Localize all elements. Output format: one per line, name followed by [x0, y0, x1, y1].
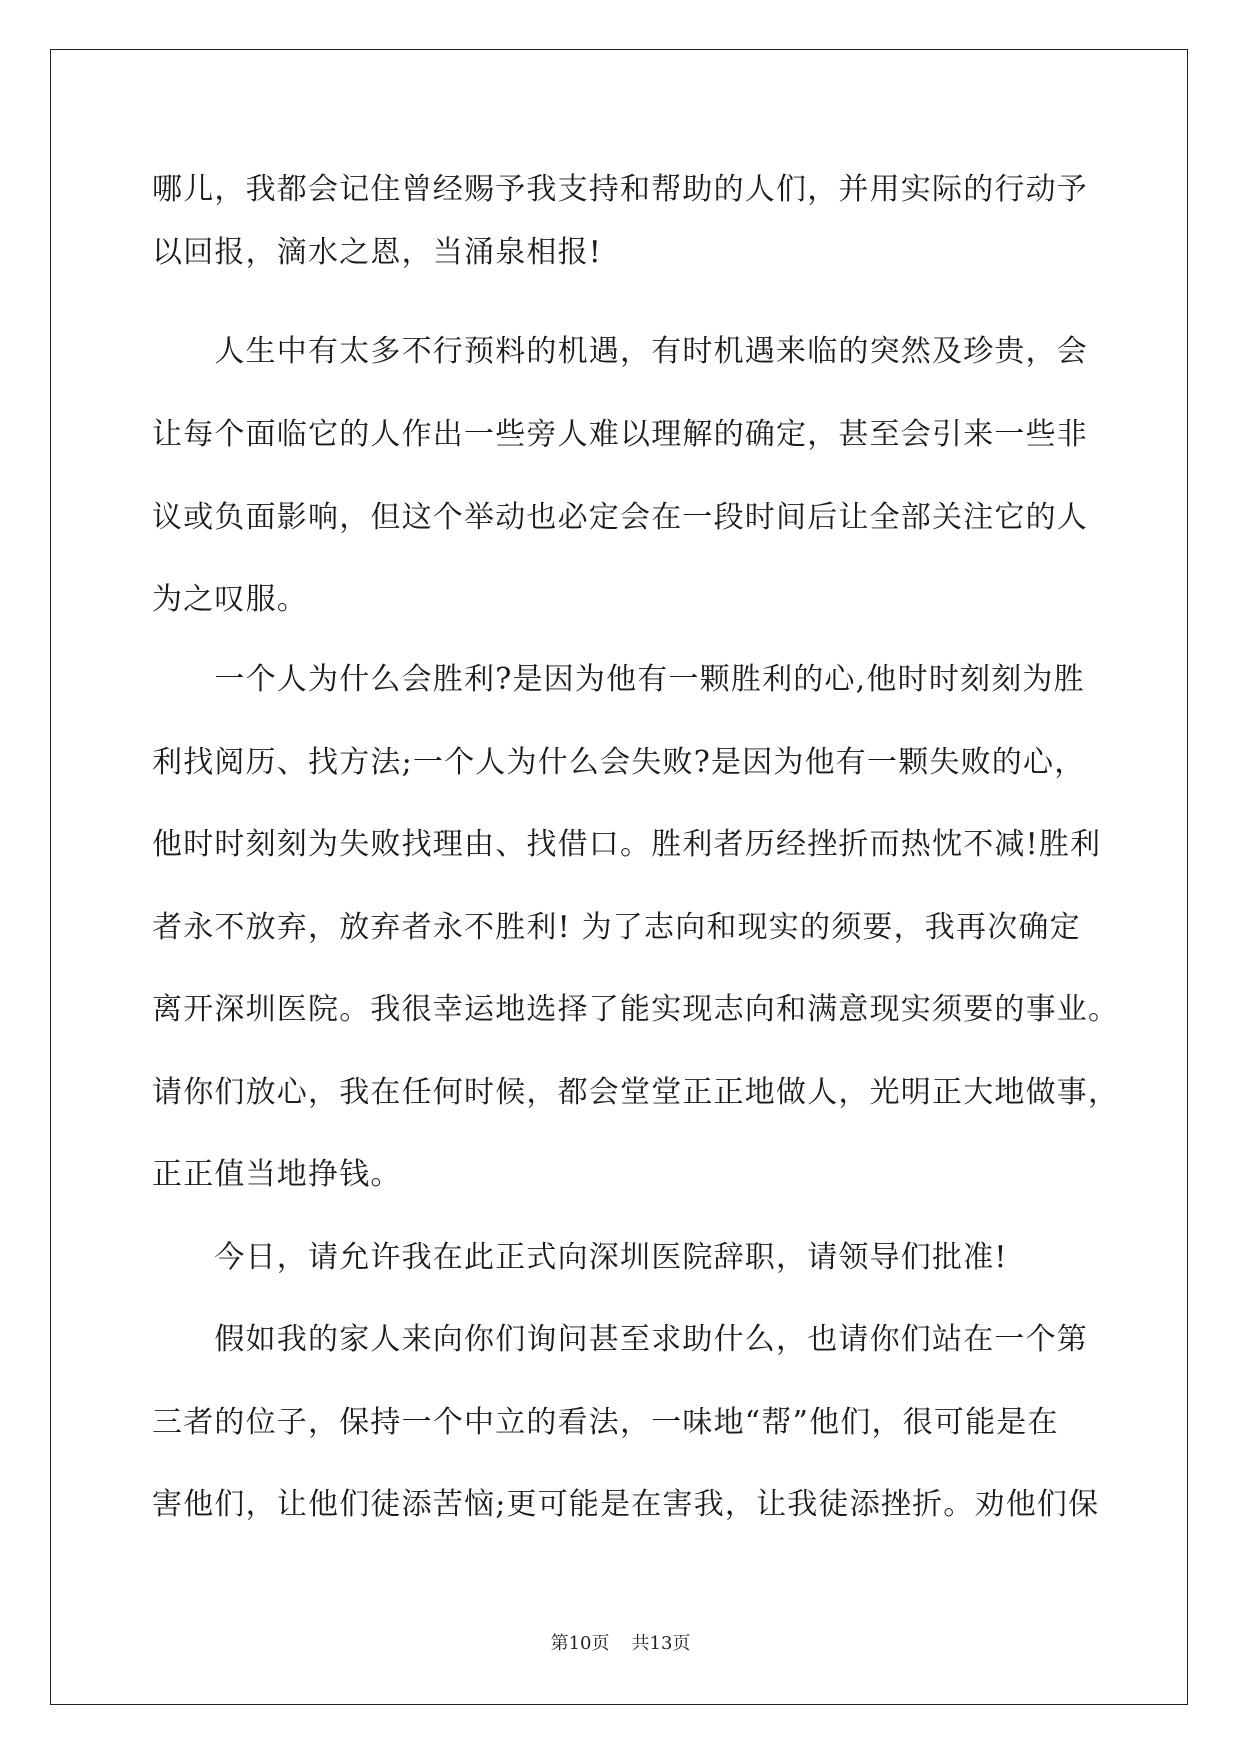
- text-line: 让每个面临它的人作出一些旁人难以理解的确定，甚至会引来一些非: [152, 417, 1088, 452]
- text-line: 人生中有太多不行预料的机遇，有时机遇来临的突然及珍贵，会: [152, 334, 1088, 369]
- text-line: 离开深圳医院。我很幸运地选择了能实现志向和满意现实须要的事业。: [152, 992, 1120, 1027]
- text-line: 他时时刻刻为失败找理由、找借口。胜利者历经挫折而热忱不减!胜利: [152, 827, 1102, 862]
- text-line: 利找阅历、找方法;一个人为什么会失败?是因为他有一颗失败的心，: [152, 745, 1086, 780]
- text-line: 议或负面影响，但这个举动也必定会在一段时间后让全部关注它的人: [152, 500, 1088, 535]
- text-line: 正正值当地挣钱。: [152, 1157, 402, 1192]
- text-line: 假如我的家人来向你们询问甚至求助什么，也请你们站在一个第: [152, 1322, 1088, 1357]
- text-line: 一个人为什么会胜利?是因为他有一颗胜利的心,他时时刻刻为胜: [152, 662, 1085, 697]
- page-border: [50, 49, 1188, 1705]
- page-number: 第10页: [550, 1633, 610, 1654]
- text-line: 请你们放心，我在任何时候，都会堂堂正正地做人，光明正大地做事，: [152, 1075, 1120, 1110]
- text-line: 以回报，滴水之恩，当涌泉相报!: [152, 235, 603, 270]
- text-line: 哪儿，我都会记住曾经赐予我支持和帮助的人们，并用实际的行动予: [152, 172, 1088, 207]
- page-total: 共13页: [631, 1633, 691, 1654]
- text-line: 今日，请允许我在此正式向深圳医院辞职，请领导们批准!: [152, 1240, 1008, 1275]
- page-footer: [0, 1632, 1241, 1656]
- text-line: 害他们，让他们徒添苦恼;更可能是在害我，让我徒添挫折。劝他们保: [152, 1487, 1100, 1522]
- text-line: 为之叹服。: [152, 582, 308, 617]
- text-line: 三者的位子，保持一个中立的看法，一味地“帮”他们，很可能是在: [152, 1405, 1059, 1440]
- text-line: 者永不放弃，放弃者永不胜利! 为了志向和现实的须要，我再次确定: [152, 910, 1081, 945]
